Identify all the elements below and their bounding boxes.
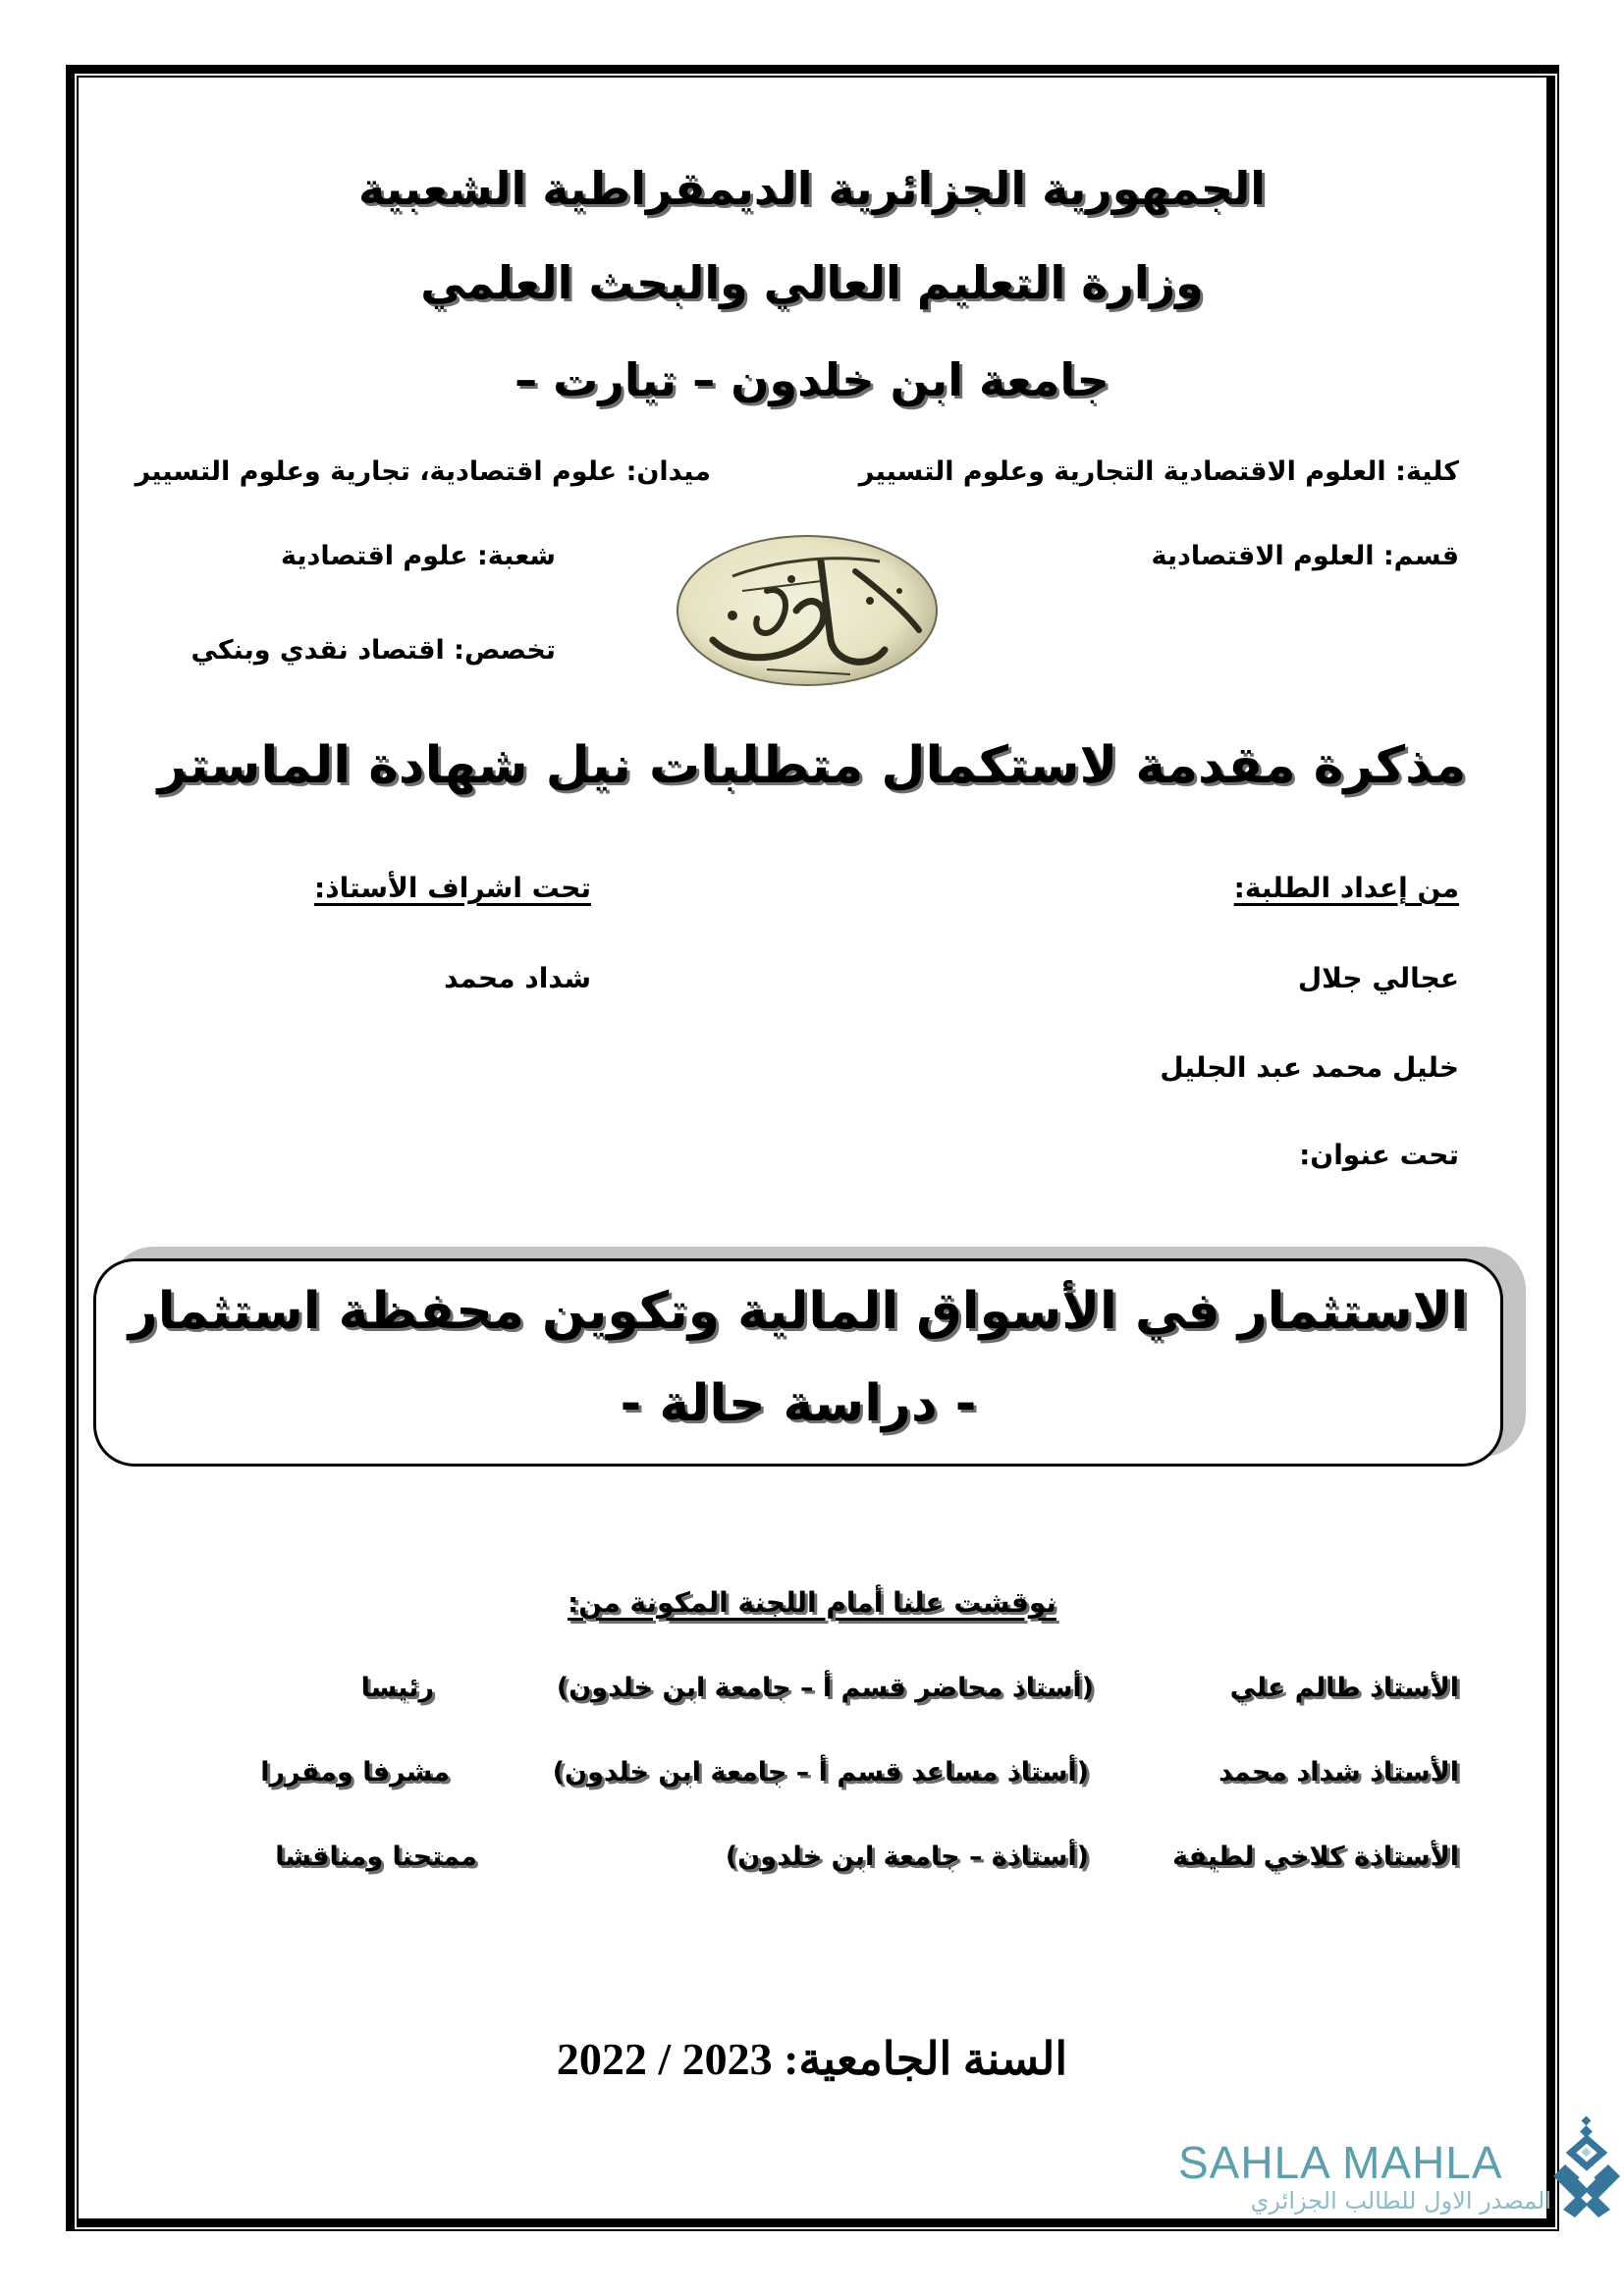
academic-year — [0, 2030, 1624, 2089]
memo-title: مذكرة مقدمة لاستكمال متطلبات نيل شهادة الماستر — [157, 736, 1467, 795]
committee-member-role: مشرفا ومقررا — [260, 1757, 450, 1788]
thesis-title-line1: الاستثمار في الأسواق المالية وتكوين محفظة استثمار — [128, 1282, 1469, 1341]
watermark-tagline: المصدر الاول للطالب الجزائري — [1250, 2187, 1551, 2215]
info-branch: شعبة: علوم اقتصادية — [280, 541, 556, 571]
header-ministry: وزارة التعليم العالي والبحث العلمي — [420, 256, 1204, 309]
committee-member-role: رئيسا — [360, 1673, 434, 1703]
committee-heading: نوقشت علنا أمام اللجنة المكونة من: — [568, 1586, 1056, 1619]
students-label: من إعداد الطلبة: — [1233, 872, 1459, 904]
academic-year-value: 2022 / 2023 — [556, 2034, 773, 2084]
info-specialty: تخصص: اقتصاد نقدي وبنكي — [190, 635, 556, 666]
header-university: جامعة ابن خلدون – تيارت – — [514, 353, 1110, 406]
thesis-title-line2: - دراسة حالة - — [620, 1374, 977, 1433]
university-logo-icon — [674, 532, 941, 689]
watermark-brand: SAHLA MAHLA — [1178, 2137, 1503, 2188]
university-logo — [674, 532, 941, 689]
committee-member-rank: (أستاذة – جامعة ابن خلدون) — [725, 1842, 1089, 1872]
info-faculty: كلية: العلوم الاقتصادية التجارية وعلوم التسيير — [858, 456, 1459, 487]
frame-top-thick — [66, 65, 1558, 74]
header-republic: الجمهورية الجزائرية الديمقراطية الشعبية — [357, 162, 1267, 215]
frame-top-thin — [77, 76, 1546, 78]
committee-member-name: الأستاذة كلاخي لطيفة — [1172, 1842, 1459, 1872]
student-name-2: خليل محمد عبد الجليل — [1160, 1051, 1459, 1084]
committee-member-rank: (أستاذ محاضر قسم أ – جامعة ابن خلدون) — [556, 1673, 1094, 1703]
info-department: قسم: العلوم الاقتصادية — [1151, 541, 1459, 571]
watermark-logo — [1551, 2113, 1622, 2219]
frame-bottom-thick — [77, 2218, 1555, 2227]
frame-bottom-thin — [66, 2229, 1559, 2231]
info-domain: ميدان: علوم اقتصادية، تجارية وعلوم التسيير — [135, 456, 711, 487]
committee-member-name: الأستاذ شداد محمد — [1218, 1757, 1459, 1788]
committee-member-name: الأستاذ طالم علي — [1229, 1673, 1459, 1703]
title-label: تحت عنوان: — [1299, 1139, 1459, 1171]
supervisor-name: شداد محمد — [444, 962, 591, 994]
academic-year-label: السنة الجامعية: — [784, 2034, 1068, 2084]
committee-member-rank: (أستاذ مساعد قسم أ – جامعة ابن خلدون) — [552, 1757, 1089, 1788]
committee-member-role: ممتحنا ومناقشا — [275, 1842, 477, 1872]
student-name-1: عجالي جلال — [1297, 962, 1459, 994]
supervisor-label: تحت اشراف الأستاذ: — [314, 872, 591, 904]
sahla-mahla-logo-icon — [1551, 2113, 1622, 2219]
